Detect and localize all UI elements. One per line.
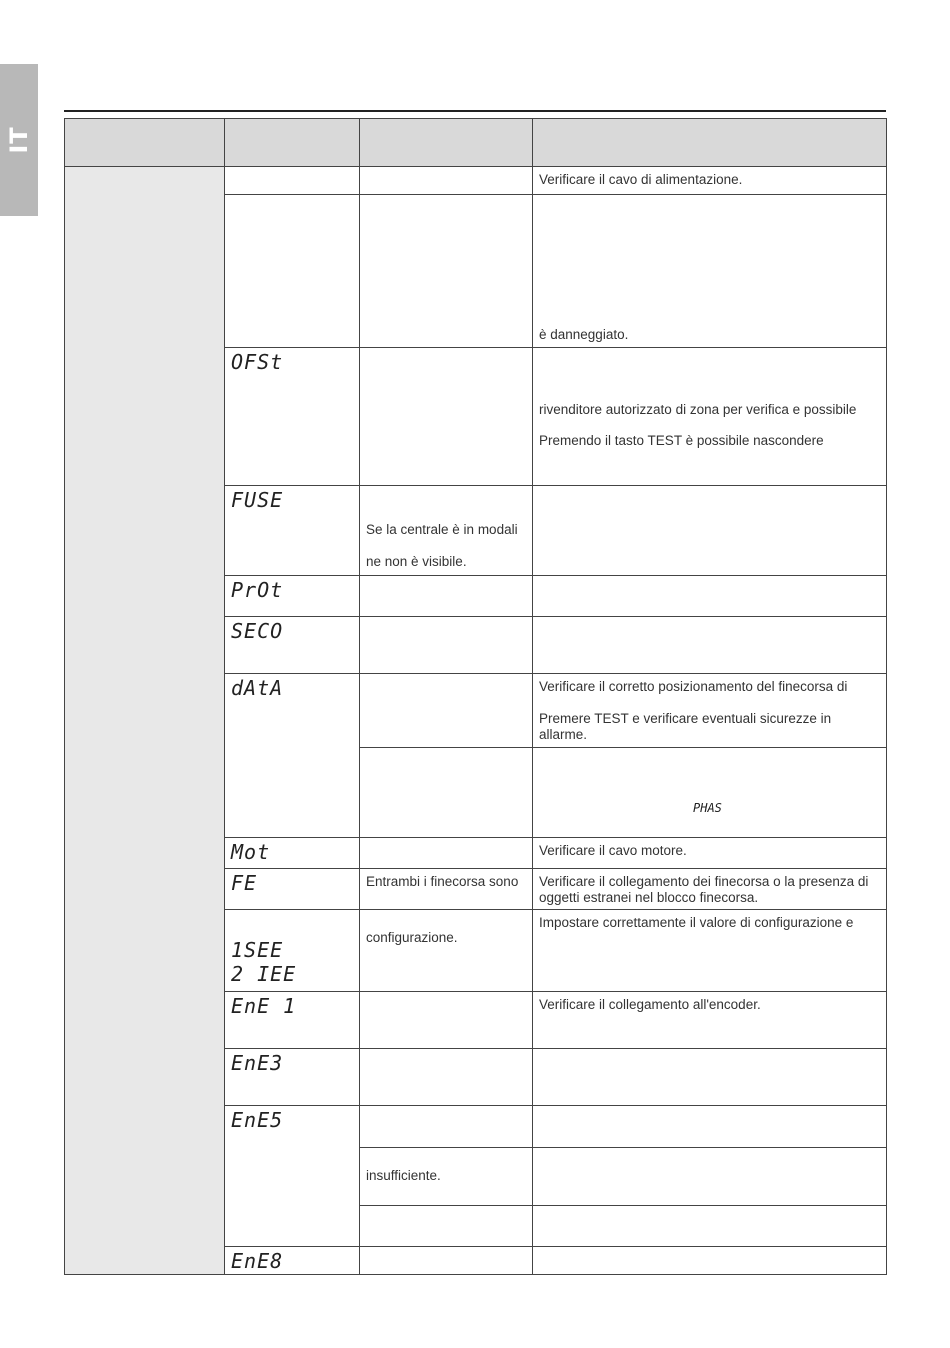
cause-cell (360, 1247, 533, 1275)
cause-cell (360, 869, 533, 910)
error-code: FE (231, 871, 258, 895)
remedy-text: Verificare il cavo motore. (539, 843, 687, 858)
header-rule (64, 110, 886, 112)
language-side-tab (0, 64, 38, 216)
remedy-cell (533, 1247, 887, 1275)
code-cell (225, 1049, 360, 1106)
remedy-text: Verificare il corretto posizionamento del finecorsa di (539, 679, 848, 694)
code-cell (225, 1247, 360, 1275)
remedy-cell (533, 576, 887, 617)
remedy-text: rivenditore autorizzato di zona per verifica e possibile (539, 402, 857, 417)
cause-cell (360, 1049, 533, 1106)
table-row (65, 167, 887, 195)
error-code: EnE 1 (231, 994, 297, 1018)
phase-code: PHAS (693, 801, 722, 815)
remedy-text: Premere TEST e verificare eventuali sicurezze in allarme. (539, 711, 832, 742)
remedy-cell (533, 1148, 887, 1206)
cause-text: ne non è visibile. (366, 554, 467, 569)
code-cell (225, 195, 360, 348)
remedy-cell (533, 748, 887, 838)
header-cell-code (225, 119, 360, 167)
header-cell-cause (360, 119, 533, 167)
remedy-text: è danneggiato. (539, 327, 629, 342)
cause-cell (360, 1106, 533, 1148)
code-cell (225, 348, 360, 486)
cause-text: Se la centrale è in modali (366, 522, 518, 537)
remedy-cell (533, 1206, 887, 1247)
remedy-cell (533, 348, 887, 486)
code-cell (225, 910, 360, 992)
cause-cell (360, 910, 533, 992)
code-cell (225, 486, 360, 576)
remedy-cell (533, 486, 887, 576)
remedy-cell (533, 838, 887, 869)
remedy-cell (533, 1106, 887, 1148)
remedy-cell (533, 869, 887, 910)
cause-cell (360, 1206, 533, 1247)
code-cell (225, 576, 360, 617)
cause-cell (360, 617, 533, 674)
cause-cell (360, 486, 533, 576)
error-code: 2 IEE (231, 962, 297, 986)
error-code: Mot (231, 840, 271, 864)
remedy-text: Premendo il tasto TEST è possibile nascondere (539, 433, 824, 448)
cause-cell (360, 195, 533, 348)
remedy-cell (533, 992, 887, 1049)
error-code: EnE8 (231, 1249, 284, 1273)
code-cell (225, 838, 360, 869)
error-code: dAtA (231, 676, 284, 700)
language-label: IT (5, 126, 33, 154)
cause-text: insufficiente. (366, 1168, 441, 1183)
error-code: SECO (231, 619, 284, 643)
remedy-cell (533, 195, 887, 348)
remedy-cell (533, 1049, 887, 1106)
remedy-text: Verificare il cavo di alimentazione. (539, 172, 743, 187)
code-cell (225, 869, 360, 910)
cause-cell (360, 167, 533, 195)
diagnostics-table (64, 118, 887, 1275)
cause-cell (360, 992, 533, 1049)
remedy-cell (533, 167, 887, 195)
cause-cell (360, 1148, 533, 1206)
cause-cell (360, 748, 533, 838)
code-cell (225, 617, 360, 674)
header-cell-group (65, 119, 225, 167)
remedy-text: Verificare il collegamento all'encoder. (539, 997, 761, 1012)
cause-text: configurazione. (366, 930, 458, 945)
code-cell (225, 167, 360, 195)
header-cell-remedy (533, 119, 887, 167)
remedy-cell (533, 910, 887, 992)
remedy-text: Verificare il collegamento dei finecorsa o la presenza di oggetti estranei nel blocco finecorsa. (539, 874, 869, 905)
code-cell (225, 674, 360, 838)
cause-cell (360, 576, 533, 617)
error-code: PrOt (231, 578, 284, 602)
cause-cell (360, 348, 533, 486)
error-code: EnE3 (231, 1051, 284, 1075)
code-cell (225, 1106, 360, 1247)
code-cell (225, 992, 360, 1049)
error-code: FUSE (231, 488, 284, 512)
error-code: 1SEE (231, 938, 284, 962)
table-header-row (65, 119, 887, 167)
cause-text: Entrambi i finecorsa sono (366, 874, 519, 889)
group-cell (65, 167, 225, 1275)
error-code: EnE5 (231, 1108, 284, 1132)
cause-cell (360, 674, 533, 748)
cause-cell (360, 838, 533, 869)
remedy-cell (533, 674, 887, 748)
error-code: OFSt (231, 350, 284, 374)
remedy-cell (533, 617, 887, 674)
remedy-text: Impostare correttamente il valore di configurazione e (539, 915, 854, 930)
